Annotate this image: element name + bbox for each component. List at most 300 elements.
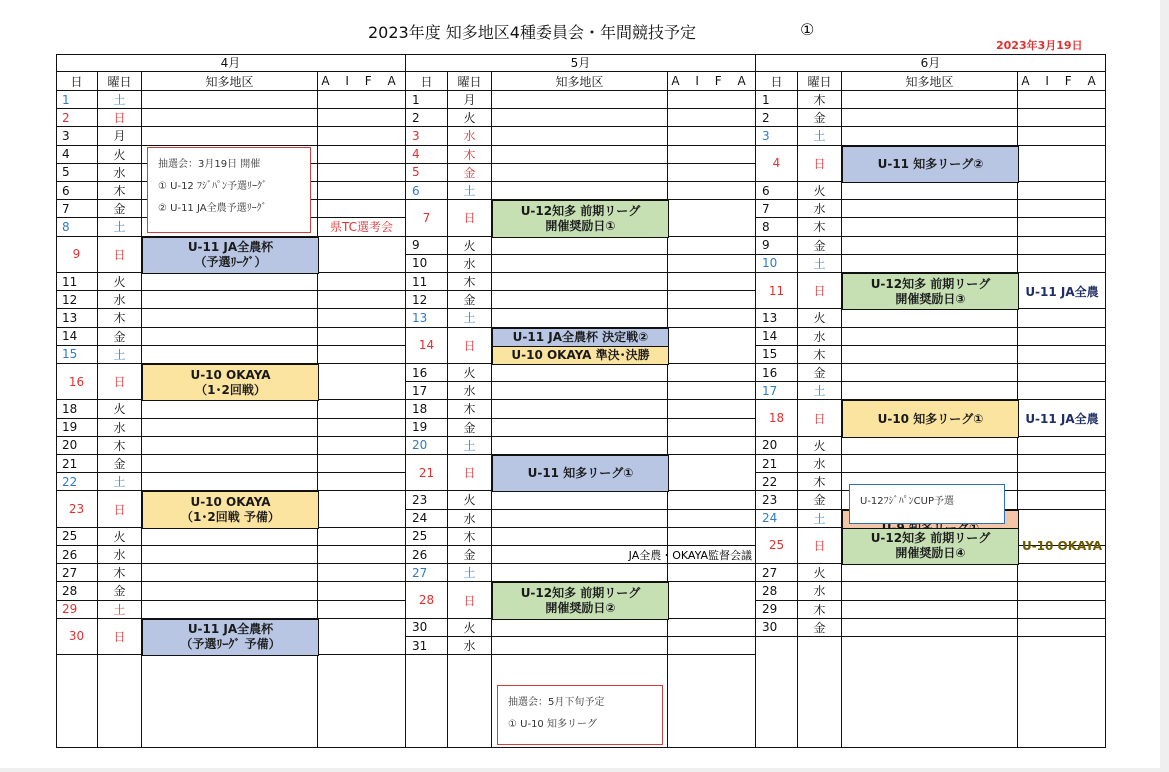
aifa-cell — [1018, 109, 1106, 127]
day-number: 30 — [406, 619, 448, 637]
aifa-cell — [1018, 601, 1106, 619]
weekday: 金 — [98, 328, 142, 346]
weekday: 日 — [798, 400, 842, 436]
event-text: （予選ﾘｰｸﾞ） — [194, 255, 267, 270]
event-block[interactable] — [142, 619, 319, 656]
chita-cell — [492, 146, 668, 164]
aifa-cell — [1018, 255, 1106, 273]
note-line: ① U-12 ﾌｼﾞﾊﾟﾝ予選ﾘｰｸﾞ — [158, 181, 267, 192]
col-header-weekday: 曜日 — [448, 72, 492, 91]
aifa-cell — [668, 237, 756, 255]
aifa-cell — [668, 637, 756, 655]
day-number: 16 — [56, 364, 98, 400]
aifa-event[interactable]: U-10 OKAYA — [1021, 538, 1103, 553]
chita-cell — [842, 364, 1018, 382]
chita-cell — [842, 218, 1018, 236]
event-text: （予選ﾘｰｸﾞ 予備） — [180, 637, 281, 652]
day-number: 27 — [406, 564, 448, 582]
aifa-cell — [1018, 364, 1106, 382]
aifa-cell — [668, 400, 756, 418]
aifa-cell — [668, 419, 756, 437]
weekday: 土 — [798, 382, 842, 400]
day-number: 23 — [56, 491, 98, 527]
col-header-chita: 知多地区 — [842, 72, 1018, 91]
day-number: 30 — [756, 619, 798, 637]
month-header: 6月 — [756, 54, 1106, 72]
day-number: 12 — [406, 291, 448, 309]
weekday: 木 — [798, 601, 842, 619]
weekday: 日 — [98, 491, 142, 527]
chita-cell — [142, 473, 318, 491]
aifa-cell — [668, 200, 756, 236]
chita-cell — [142, 309, 318, 327]
day-number: 6 — [756, 182, 798, 200]
chita-cell — [842, 601, 1018, 619]
aifa-cell — [318, 328, 406, 346]
day-number: 18 — [406, 400, 448, 418]
day-number: 11 — [56, 273, 98, 291]
aifa-cell — [1018, 127, 1106, 145]
weekday: 日 — [798, 146, 842, 182]
note-box — [497, 685, 663, 745]
chita-cell — [142, 528, 318, 546]
weekday: 土 — [448, 564, 492, 582]
chita-cell — [492, 564, 668, 582]
aifa-cell — [318, 546, 406, 564]
chita-cell — [842, 91, 1018, 109]
weekday: 金 — [448, 419, 492, 437]
weekday: 水 — [448, 637, 492, 655]
chita-cell — [142, 346, 318, 364]
day-number: 25 — [756, 528, 798, 564]
day-number: 2 — [56, 109, 98, 127]
aifa-event[interactable]: U-11 JA全農 — [1025, 412, 1099, 427]
event-text: U-11 JA全農杯 — [187, 240, 274, 255]
chita-cell — [492, 164, 668, 182]
chita-cell — [492, 400, 668, 418]
weekday: 土 — [448, 437, 492, 455]
chita-cell — [842, 237, 1018, 255]
weekday: 土 — [98, 473, 142, 491]
empty-cell — [98, 637, 142, 748]
event-text: 開催奨励日③ — [895, 291, 966, 306]
col-header-weekday: 曜日 — [798, 72, 842, 91]
aifa-cell — [1018, 309, 1106, 327]
aifa-cell — [668, 255, 756, 273]
col-header-weekday: 曜日 — [98, 72, 142, 91]
day-number: 23 — [756, 491, 798, 509]
weekday: 金 — [448, 164, 492, 182]
weekday: 日 — [448, 328, 492, 364]
weekday: 水 — [98, 164, 142, 182]
day-number: 4 — [406, 146, 448, 164]
aifa-cell — [668, 109, 756, 127]
chita-cell — [492, 291, 668, 309]
weekday: 日 — [448, 455, 492, 491]
day-number: 27 — [56, 564, 98, 582]
weekday: 木 — [798, 473, 842, 491]
weekday: 日 — [448, 200, 492, 236]
day-number: 20 — [56, 437, 98, 455]
chita-cell — [842, 619, 1018, 637]
aifa-cell — [318, 455, 406, 473]
day-number: 14 — [406, 328, 448, 364]
chita-cell — [842, 255, 1018, 273]
day-number: 8 — [756, 218, 798, 236]
chita-cell — [842, 309, 1018, 327]
day-number: 28 — [56, 582, 98, 600]
empty-cell — [668, 655, 756, 748]
weekday: 月 — [448, 91, 492, 109]
day-number: 20 — [406, 437, 448, 455]
day-number: 18 — [56, 400, 98, 418]
weekday: 水 — [98, 291, 142, 309]
aifa-cell — [318, 200, 406, 218]
chita-cell — [842, 328, 1018, 346]
weekday: 木 — [448, 146, 492, 164]
chita-cell — [142, 91, 318, 109]
day-number: 15 — [756, 346, 798, 364]
event-block[interactable] — [142, 237, 319, 274]
day-number: 3 — [406, 127, 448, 145]
weekday: 水 — [798, 455, 842, 473]
chita-cell — [842, 182, 1018, 200]
weekday: 土 — [798, 510, 842, 528]
day-number: 3 — [756, 127, 798, 145]
day-number: 3 — [56, 127, 98, 145]
weekday: 火 — [798, 437, 842, 455]
aifa-cell — [318, 309, 406, 327]
aifa-cell — [668, 328, 756, 364]
day-number: 9 — [56, 237, 98, 273]
day-number: 8 — [56, 218, 98, 236]
day-number: 11 — [756, 273, 798, 309]
aifa-cell — [1018, 382, 1106, 400]
chita-cell — [142, 273, 318, 291]
aifa-cell — [668, 91, 756, 109]
aifa-cell — [1018, 146, 1106, 182]
chita-cell — [842, 382, 1018, 400]
event-text: U-11 JA全農杯 — [187, 622, 274, 637]
weekday: 日 — [448, 582, 492, 618]
col-header-aifa: A I F A — [318, 72, 406, 91]
event-text: U-11 JA全農杯 決定戦② — [512, 329, 649, 344]
schedule-grid — [56, 54, 1106, 748]
empty-cell — [318, 637, 406, 748]
day-number: 18 — [756, 400, 798, 436]
aifa-event[interactable]: U-11 JA全農 — [1025, 284, 1099, 299]
weekday: 土 — [798, 255, 842, 273]
weekday: 日 — [98, 109, 142, 127]
day-number: 29 — [756, 601, 798, 619]
chita-cell — [142, 455, 318, 473]
title-number: ① — [800, 20, 815, 39]
chita-cell — [142, 582, 318, 600]
weekday: 火 — [98, 528, 142, 546]
day-number: 9 — [756, 237, 798, 255]
day-number: 20 — [756, 437, 798, 455]
empty-cell — [1018, 637, 1106, 748]
aifa-cell — [318, 273, 406, 291]
aifa-cell — [668, 182, 756, 200]
chita-cell — [842, 200, 1018, 218]
chita-cell — [142, 437, 318, 455]
aifa-cell — [318, 528, 406, 546]
issue-date: 2023年3月19日 — [996, 39, 1083, 52]
day-number: 21 — [406, 455, 448, 491]
weekday: 金 — [98, 582, 142, 600]
aifa-cell — [1018, 218, 1106, 236]
day-number: 10 — [756, 255, 798, 273]
chita-cell — [142, 291, 318, 309]
chita-cell — [492, 510, 668, 528]
day-number: 27 — [756, 564, 798, 582]
weekday: 火 — [448, 364, 492, 382]
chita-cell — [842, 437, 1018, 455]
note-line: ① U-10 知多リーグ — [508, 719, 597, 730]
aifa-cell — [668, 146, 756, 164]
chita-cell — [142, 419, 318, 437]
aifa-cell — [668, 164, 756, 182]
aifa-cell — [1018, 328, 1106, 346]
day-number: 1 — [756, 91, 798, 109]
chita-cell — [492, 273, 668, 291]
aifa-cell — [1018, 237, 1106, 255]
event-text: U-12知多 前期リーグ — [870, 276, 991, 291]
day-number: 7 — [756, 200, 798, 218]
event-text: U-10 OKAYA — [190, 495, 271, 510]
note-line: ② U-11 JA全農予選ﾘｰｸﾞ — [158, 203, 267, 214]
weekday: 火 — [98, 400, 142, 418]
day-number: 17 — [406, 382, 448, 400]
aifa-cell — [1018, 346, 1106, 364]
empty-cell — [756, 637, 798, 748]
month-header: 4月 — [56, 54, 406, 72]
weekday: 水 — [98, 546, 142, 564]
weekday: 木 — [98, 437, 142, 455]
chita-cell — [842, 127, 1018, 145]
weekday: 土 — [98, 91, 142, 109]
aifa-cell — [668, 309, 756, 327]
event-text: U-10 OKAYA — [190, 367, 271, 382]
weekday: 水 — [448, 255, 492, 273]
aifa-cell — [1018, 473, 1106, 491]
day-number: 5 — [56, 164, 98, 182]
weekday: 火 — [448, 491, 492, 509]
chita-cell — [842, 109, 1018, 127]
event-block[interactable] — [842, 146, 1019, 183]
note-box — [147, 147, 311, 233]
meeting-note: JA全農・OKAYA監督会議 — [628, 549, 752, 563]
event-text: U-12知多 前期リーグ — [520, 586, 641, 601]
empty-cell — [842, 637, 1018, 748]
aifa-cell — [668, 437, 756, 455]
aifa-cell — [668, 582, 756, 618]
chita-cell — [492, 309, 668, 327]
event-text: U-10 OKAYA 準決･決勝 — [511, 347, 650, 362]
day-number: 15 — [56, 346, 98, 364]
day-number: 13 — [406, 309, 448, 327]
day-number: 26 — [406, 546, 448, 564]
aifa-cell — [318, 364, 406, 400]
aifa-event[interactable]: 県TC選考会 — [318, 218, 406, 236]
weekday: 金 — [798, 109, 842, 127]
day-number: 7 — [56, 200, 98, 218]
weekday: 水 — [448, 127, 492, 145]
weekday: 月 — [98, 127, 142, 145]
day-number: 13 — [56, 309, 98, 327]
weekday: 日 — [98, 364, 142, 400]
note-line: U-12ﾌｼﾞﾊﾟﾝCUP予選 — [860, 496, 954, 507]
weekday: 金 — [798, 619, 842, 637]
aifa-cell — [668, 455, 756, 491]
aifa-cell — [1018, 564, 1106, 582]
event-block[interactable] — [492, 200, 669, 237]
weekday: 日 — [98, 619, 142, 655]
chita-cell — [492, 127, 668, 145]
aifa-cell — [318, 564, 406, 582]
day-number: 22 — [756, 473, 798, 491]
aifa-cell — [668, 127, 756, 145]
weekday: 火 — [98, 273, 142, 291]
day-number: 10 — [406, 255, 448, 273]
weekday: 日 — [798, 528, 842, 564]
weekday: 水 — [798, 582, 842, 600]
chita-cell — [492, 637, 668, 655]
event-block[interactable] — [842, 400, 1019, 437]
weekday: 火 — [448, 109, 492, 127]
weekday: 日 — [98, 237, 142, 273]
aifa-cell — [318, 491, 406, 527]
weekday: 水 — [98, 419, 142, 437]
weekday: 木 — [448, 400, 492, 418]
empty-cell — [56, 637, 98, 748]
aifa-cell — [318, 237, 406, 273]
aifa-cell — [318, 400, 406, 418]
day-number: 6 — [56, 182, 98, 200]
weekday: 金 — [798, 237, 842, 255]
day-number: 1 — [56, 91, 98, 109]
chita-cell — [142, 601, 318, 619]
weekday: 金 — [798, 491, 842, 509]
weekday: 水 — [798, 328, 842, 346]
event-block[interactable] — [842, 528, 1019, 565]
col-header-day: 日 — [406, 72, 448, 91]
note-line: 抽選会：3月19日 開催 — [158, 159, 261, 170]
weekday: 金 — [448, 291, 492, 309]
weekday: 水 — [798, 200, 842, 218]
event-text: U-12知多 前期リーグ — [870, 531, 991, 546]
aifa-cell — [1018, 455, 1106, 473]
empty-cell — [448, 655, 492, 748]
aifa-cell — [318, 582, 406, 600]
weekday: 木 — [798, 91, 842, 109]
chita-cell — [492, 109, 668, 127]
event-block[interactable] — [142, 491, 319, 528]
weekday: 木 — [448, 528, 492, 546]
event-block[interactable] — [492, 582, 669, 619]
day-number: 2 — [406, 109, 448, 127]
event-text: 開催奨励日② — [545, 601, 616, 616]
event-block[interactable] — [142, 364, 319, 401]
event-block[interactable] — [842, 273, 1019, 310]
event-block[interactable] — [492, 328, 669, 347]
day-number: 12 — [56, 291, 98, 309]
day-number: 7 — [406, 200, 448, 236]
day-number: 16 — [756, 364, 798, 382]
event-text: （1･2回戦 予備） — [181, 510, 280, 525]
aifa-cell — [318, 601, 406, 619]
weekday: 火 — [798, 182, 842, 200]
weekday: 火 — [798, 309, 842, 327]
col-header-chita: 知多地区 — [142, 72, 318, 91]
day-number: 24 — [756, 510, 798, 528]
chita-cell — [492, 182, 668, 200]
chita-cell — [492, 419, 668, 437]
event-text: U-11 知多リーグ① — [527, 466, 634, 481]
weekday: 火 — [448, 619, 492, 637]
weekday: 水 — [448, 510, 492, 528]
event-block[interactable] — [492, 455, 669, 492]
chita-cell — [842, 455, 1018, 473]
chita-cell — [142, 564, 318, 582]
day-number: 2 — [756, 109, 798, 127]
chita-cell — [492, 364, 668, 382]
aifa-cell — [318, 109, 406, 127]
aifa-cell — [318, 473, 406, 491]
aifa-cell — [668, 619, 756, 637]
weekday: 火 — [448, 237, 492, 255]
chita-cell — [492, 437, 668, 455]
day-number: 19 — [406, 419, 448, 437]
aifa-cell — [668, 491, 756, 509]
weekday: 木 — [98, 309, 142, 327]
event-block[interactable] — [492, 346, 669, 365]
weekday: 木 — [98, 564, 142, 582]
event-text: U-10 知多リーグ① — [877, 411, 984, 426]
weekday: 火 — [98, 146, 142, 164]
day-number: 21 — [56, 455, 98, 473]
event-text: 開催奨励日④ — [895, 546, 966, 561]
weekday: 土 — [448, 182, 492, 200]
day-number: 24 — [406, 510, 448, 528]
day-number: 29 — [56, 601, 98, 619]
chita-cell — [142, 328, 318, 346]
aifa-cell — [668, 510, 756, 528]
aifa-cell — [668, 528, 756, 546]
month-header: 5月 — [406, 54, 756, 72]
weekday: 日 — [798, 273, 842, 309]
aifa-cell — [1018, 619, 1106, 637]
day-number: 21 — [756, 455, 798, 473]
page-title: 2023年度 知多地区4種委員会・年間競技予定 — [368, 23, 696, 42]
empty-cell — [798, 637, 842, 748]
aifa-cell — [668, 564, 756, 582]
weekday: 木 — [98, 182, 142, 200]
day-number: 25 — [406, 528, 448, 546]
weekday: 金 — [98, 200, 142, 218]
day-number: 11 — [406, 273, 448, 291]
aifa-cell — [318, 291, 406, 309]
day-number: 26 — [56, 546, 98, 564]
aifa-cell — [668, 364, 756, 382]
day-number: 25 — [56, 528, 98, 546]
day-number: 4 — [756, 146, 798, 182]
aifa-cell — [1018, 182, 1106, 200]
aifa-cell — [318, 346, 406, 364]
day-number: 5 — [406, 164, 448, 182]
aifa-cell — [318, 146, 406, 164]
